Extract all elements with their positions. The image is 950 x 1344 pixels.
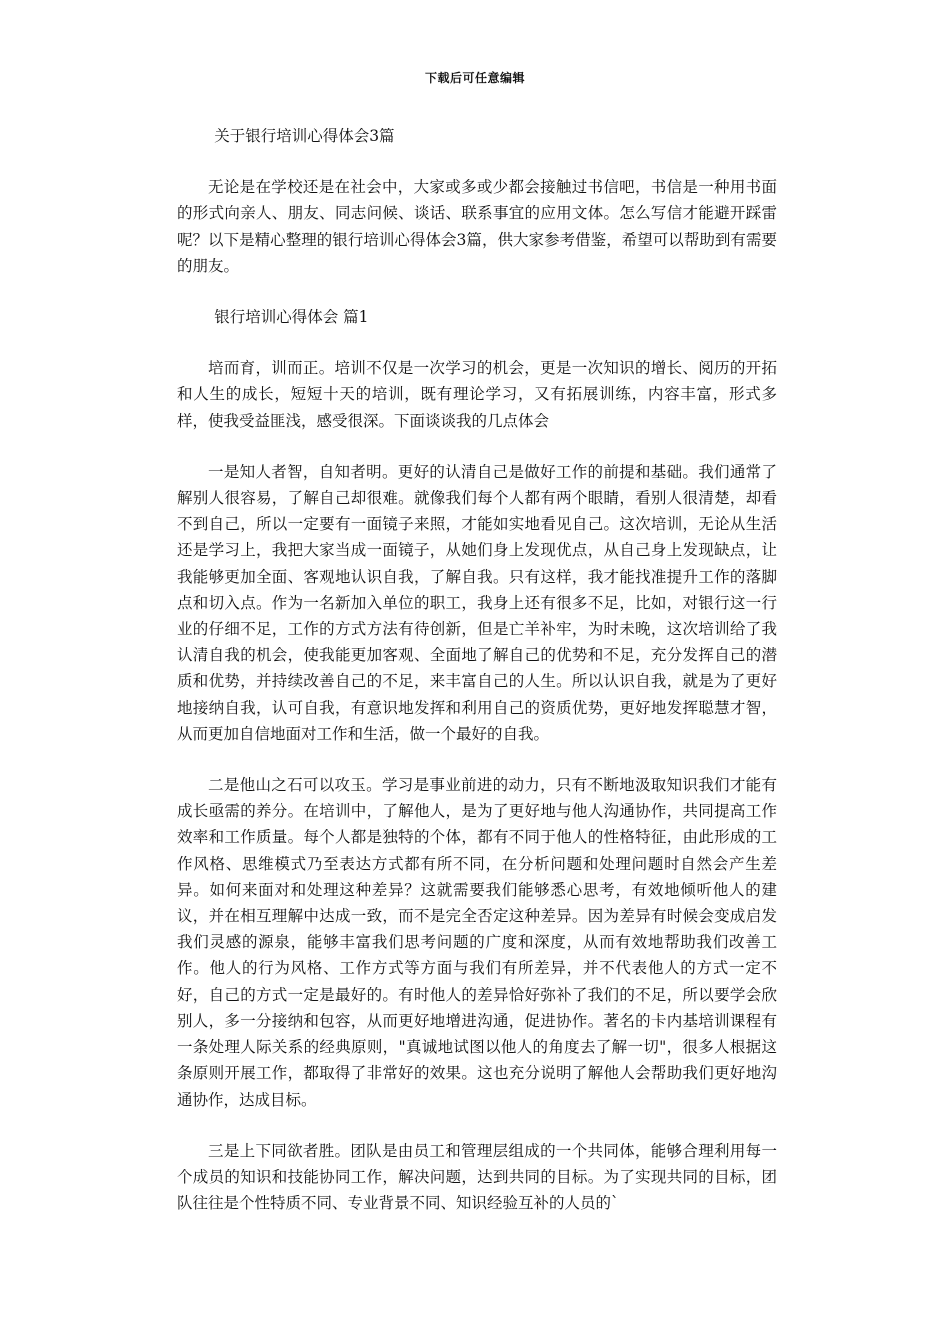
- intro-paragraph: 无论是在学校还是在社会中，大家或多或少都会接触过书信吧，书信是一种用书面的形式向亲人、朋友、同志问候、谈话、联系事宜的应用文体。怎么写信才能避开踩雷呢？以下是精心整理的银行培训心得体会3篇，供大家参考借鉴，希望可以帮助到有需要的朋友。: [177, 178, 777, 275]
- body-paragraph-1: 培而育，训而正。培训不仅是一次学习的机会，更是一次知识的增长、阅历的开拓和人生的成长，短短十天的培训，既有理论学习，又有拓展训练，内容丰富，形式多样，使我受益匪浅，感受很深。下面谈谈我的几点体会: [177, 359, 777, 430]
- body-paragraph-4: 三是上下同欲者胜。团队是由员工和管理层组成的一个共同体，能够合理利用每一个成员的知识和技能协同工作，解决问题，达到共同的目标。为了实现共同的目标，团队往往是个性特质不同、专业背景不同、知识经验互补的人员的`: [177, 1141, 777, 1213]
- section-title: 银行培训心得体会 篇1: [214, 308, 369, 327]
- header-note: 下载后可任意编辑: [424, 71, 525, 85]
- body-paragraph-2: 一是知人者智，自知者明。更好的认清自己是做好工作的前提和基础。我们通常了解别人很容易，了解自己却很难。就像我们每个人都有两个眼睛，看别人很清楚，却看不到自己，所以一定要有一面镜子来照，才能如实地看见自己。这次培训，无论从生活还是学习上，我把大家当成一面镜子，从她们身上发现优点，从自己身上发现缺点，让我能够更加全面、客观地认识自我，了解自我。只有这样，我才能找准提升工作的落脚点和切入点。作为一名新加入单位的职工，我身上还有很多不足，比如，对银行这一行业的仔细不足，工作的方式方法有待创新，但是亡羊补牢，为时未晚，这次培训给了我认清自我的机会，使我能更加客观、全面地了解自己的优势和不足，充分发挥自己的潜质和优势，并持续改善自己的不足，来丰富自己的人生。所以认识自我，就是为了更好地接纳自我，认可自我，有意识地发挥和利用自己的资质优势，更好地发挥聪慧才智，从而更加自信地面对工作和生活，做一个最好的自我。: [177, 462, 777, 743]
- document-title: 关于银行培训心得体会3篇: [214, 127, 395, 145]
- document-body: [177, 123, 777, 1241]
- body-paragraph-3: 二是他山之石可以攻玉。学习是事业前进的动力，只有不断地汲取知识我们才能有成长亟需的养分。在培训中，了解他人，是为了更好地与他人沟通协作，共同提高工作效率和工作质量。每个人都是独特的个体，都有不同于他人的性格特征，由此形成的工作风格、思维模式乃至表达方式都有所不同，在分析问题和处理问题时自然会产生差异。如何来面对和处理这种差异？这就需要我们能够悉心思考，有效地倾听他人的建议，并在相互理解中达成一致，而不是完全否定这种差异。因为差异有时候会变成启发我们灵感的源泉，能够丰富我们思考问题的广度和深度，从而有效地帮助我们改善工作。他人的行为风格、工作方式等方面与我们有所差异，并不代表他人的方式一定不好，自己的方式一定是最好的。有时他人的差异恰好弥补了我们的不足，所以要学会欣别人，多一分接纳和包容，从而更好地增进沟通，促进协作。著名的卡内基培训课程有一条处理人际关系的经典原则，"真诚地试图以他人的角度去了解一切"，很多人根据这条原则开展工作，都取得了非常好的效果。这也充分说明了解他人会帮助我们更好地沟通协作，达成目标。: [177, 776, 777, 1109]
